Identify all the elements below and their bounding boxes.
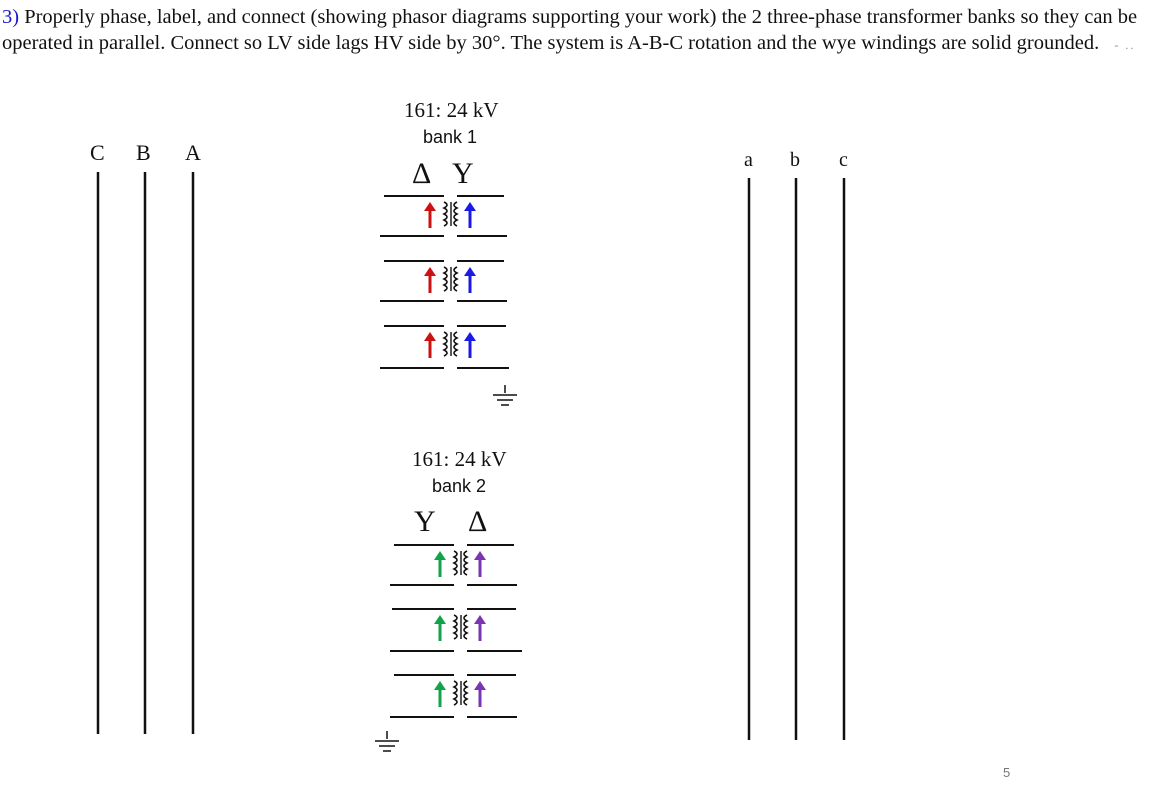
bank1-secondary-polarity-arrow (464, 267, 476, 293)
bank1-secondary-polarity-arrow (464, 332, 476, 358)
lv-bus-label-c: c (839, 149, 848, 171)
hv-bus-label-b: B (136, 140, 151, 165)
bank1-transformer-1 (380, 196, 507, 236)
bank1-ground-icon (493, 385, 517, 405)
bank1-secondary-polarity-arrow (464, 202, 476, 228)
bank1-connection-hv: Δ (412, 157, 432, 190)
bank2-secondary-polarity-arrow (474, 681, 486, 707)
bank1-transformer-2 (380, 261, 507, 301)
bank2-transformer-1 (390, 545, 517, 585)
bank2-secondary-polarity-arrow (474, 551, 486, 577)
lv-bus (744, 149, 848, 740)
bank2-connection-hv: Y (414, 505, 436, 538)
lv-bus-label-b: b (790, 149, 800, 171)
bank1-connection-lv: Y (452, 157, 474, 190)
lv-bus-label-a: a (744, 149, 753, 171)
bank1-transformer-3 (380, 326, 509, 368)
bank2-primary-polarity-arrow (434, 551, 446, 577)
hv-bus (90, 140, 201, 734)
bank2-primary-polarity-arrow (434, 615, 446, 641)
bank1-rating: 161: 24 kV (404, 98, 499, 122)
hv-bus-label-c: C (90, 140, 105, 165)
bank2 (375, 447, 522, 751)
page-number: 5 (1003, 765, 1011, 780)
bank1-primary-polarity-arrow (424, 332, 436, 358)
bank1-primary-polarity-arrow (424, 267, 436, 293)
bank1-primary-polarity-arrow (424, 202, 436, 228)
bank2-name: bank 2 (432, 476, 487, 496)
stray-marks: - .. (1114, 38, 1136, 52)
bank2-primary-polarity-arrow (434, 681, 446, 707)
bank1 (380, 98, 517, 405)
bank2-transformer-3 (390, 675, 517, 717)
bank2-rating: 161: 24 kV (412, 447, 507, 471)
bank2-secondary-polarity-arrow (474, 615, 486, 641)
bank2-transformer-2 (390, 609, 522, 651)
hv-bus-label-a: A (185, 140, 201, 165)
bank2-connection-lv: Δ (468, 505, 488, 538)
question-number: 3) (2, 6, 20, 28)
bank2-ground-icon (375, 731, 399, 751)
question-body: Properly phase, label, and connect (showing phasor diagrams supporting your work) the 2 three-phase transformer banks so they can be operated in parallel. Connect so LV side lags HV side by 30°. The system is A-B-C rotation and the wye windings are solid grounded. (2, 6, 1138, 54)
bank1-name: bank 1 (423, 127, 478, 147)
